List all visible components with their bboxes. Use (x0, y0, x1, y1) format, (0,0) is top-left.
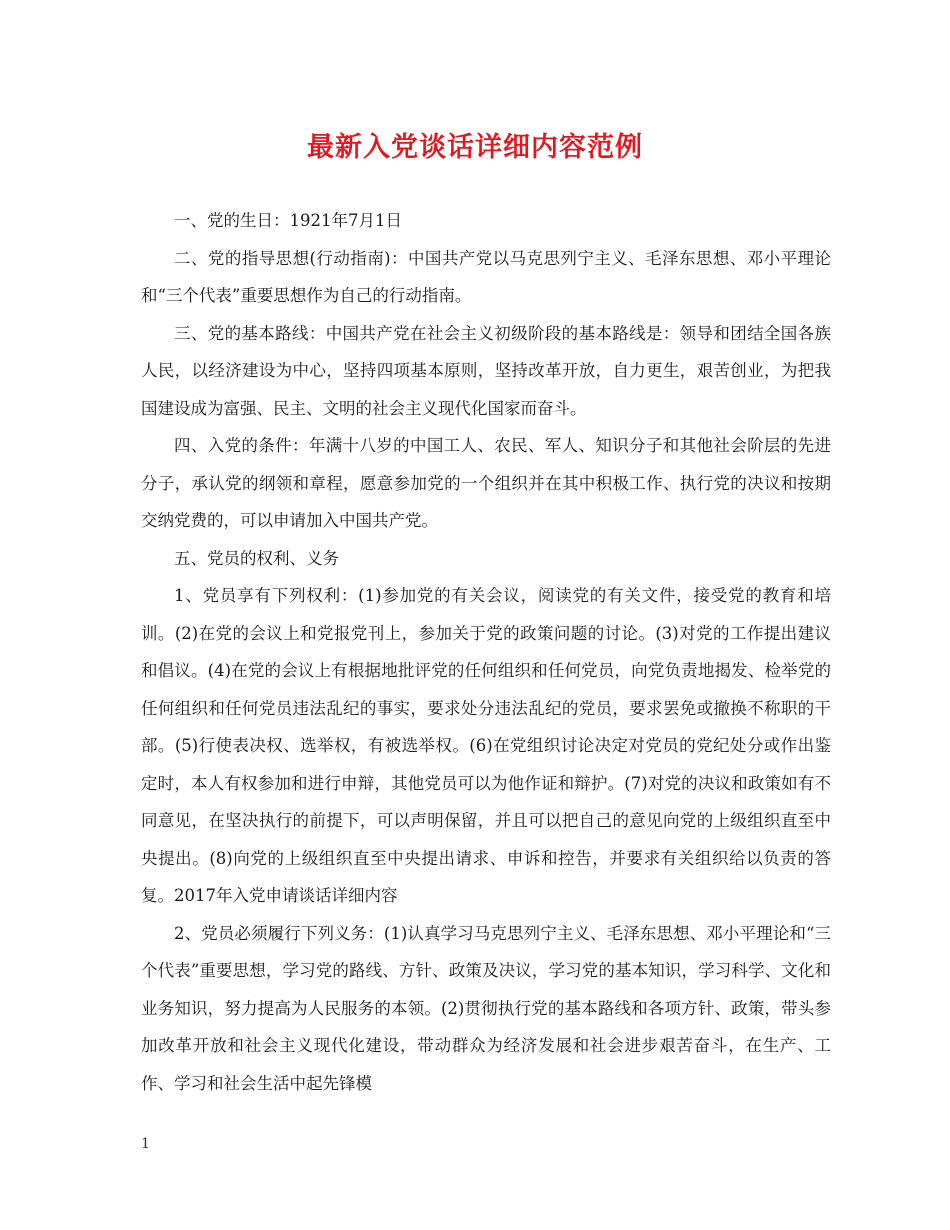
document-title: 最新入党谈话详细内容范例 (307, 132, 643, 163)
paragraph-rights-duties-heading: 五、党员的权利、义务 (174, 548, 339, 568)
paragraph-membership-conditions: 四、入党的条件：年满十八岁的中国工人、农民、军人、知识分子和其他社会阶层的先进分子，承认党的纲领和章程，愿意参加党的一个组织并在其中积极工作、执行党的决议和按期交纳党费的，可以申请加入中国共产党。 (141, 436, 831, 530)
paragraph-member-rights: 1、党员享有下列权利：(1)参加党的有关会议，阅读党的有关文件，接受党的教育和培训。(2)在党的会议上和党报党刊上，参加关于党的政策问题的讨论。(3)对党的工作提出建议和倡议。(4)在党的会议上有根据地批评党的任何组织和任何党员，向党负责地揭发、检举党的任何组织和任何党员违法乱纪的事实，要求处分违法乱纪的党员，要求罢免或撤换不称职的干部。(5)行使表决权、选举权，有被选举权。(6)在党组织讨论决定对党员的党纪处分或作出鉴定时，本人有权参加和进行申辩，其他党员可以为他作证和辩护。(7)对党的决议和政策如有不同意见，在坚决执行的前提下，可以声明保留，并且可以把自己的意见向党的上级组织直至中央提出。(8)向党的上级组织直至中央提出请求、申诉和控告，并要求有关组织给以负责的答复。2017年入党申请谈话详细内容 (141, 586, 831, 905)
paragraph-basic-line: 三、党的基本路线：中国共产党在社会主义初级阶段的基本路线是：领导和团结全国各族人民，以经济建设为中心，坚持四项基本原则，坚持改革开放，自力更生，艰苦创业，为把我国建设成为富强、民主、文明的社会主义现代化国家而奋斗。 (141, 323, 831, 418)
paragraph-party-birthday: 一、党的生日：1921年7月1日 (174, 211, 402, 230)
paragraph-member-duties: 2、党员必须履行下列义务：(1)认真学习马克思列宁主义、毛泽东思想、邓小平理论和“三个代表”重要思想，学习党的路线、方针、政策及决议，学习党的基本知识，学习科学、文化和业务知识，努力提高为人民服务的本领。(2)贯彻执行党的基本路线和各项方针、政策，带头参加改革开放和社会主义现代化建设，带动群众为经济发展和社会进步艰苦奋斗，在生产、工作、学习和社会生活中起先锋模 (141, 923, 831, 1093)
page-number: 1 (141, 1136, 150, 1152)
paragraph-guiding-ideology: 二、党的指导思想(行动指南)：中国共产党以马克思列宁主义、毛泽东思想、邓小平理论和“三个代表”重要思想作为自己的行动指南。 (141, 248, 831, 305)
document-body (141, 202, 831, 1102)
